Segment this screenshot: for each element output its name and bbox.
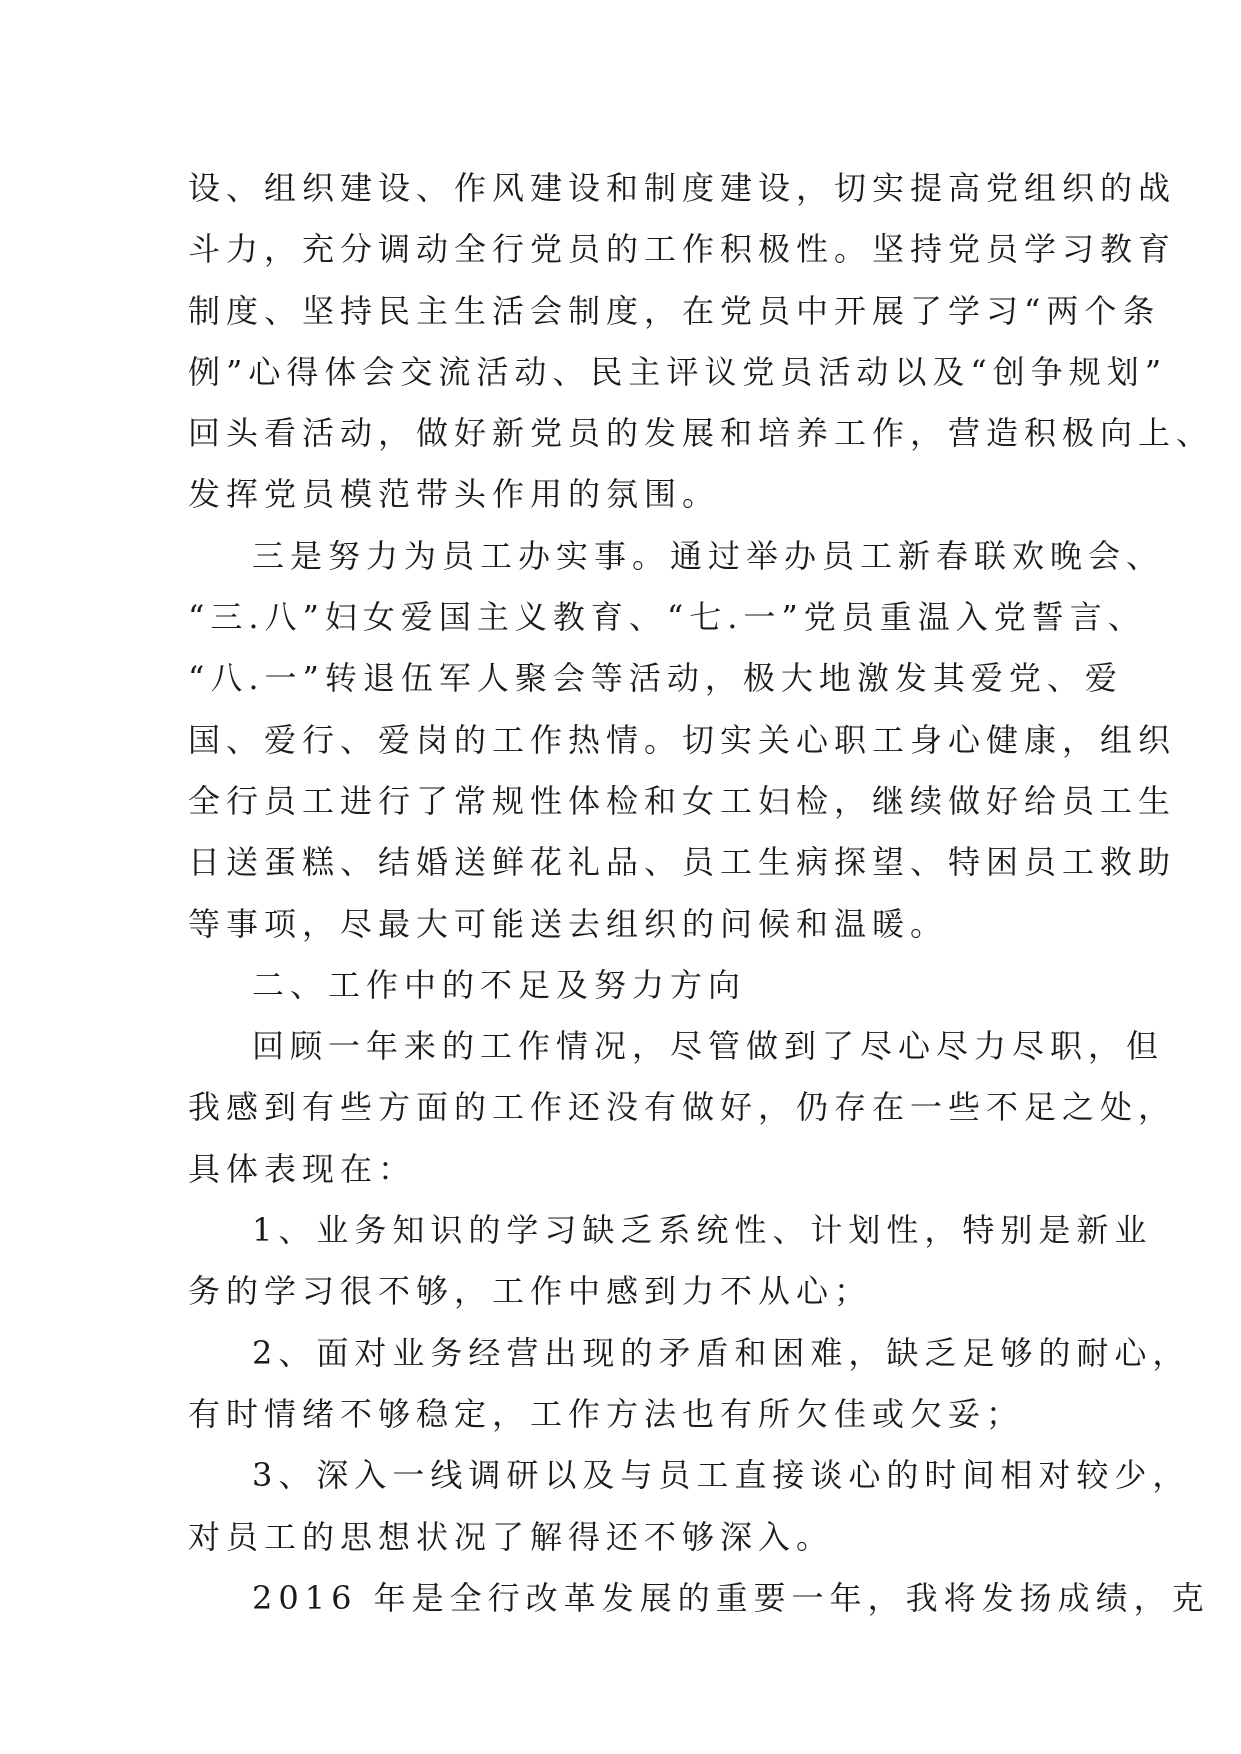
text-line: “三.八”妇女爱国主义教育、“七.一”党员重温入党誓言、: [188, 598, 1146, 637]
text-line: 斗力，充分调动全行党员的工作积极性。坚持党员学习教育: [188, 230, 1177, 269]
body-text: [188, 158, 1215, 1629]
list-item-start-line: 1、业务知识的学习缺乏系统性、计划性，特别是新业: [252, 1211, 1153, 1250]
text-line: 制度、坚持民主生活会制度，在党员中开展了学习“两个条: [188, 291, 1161, 330]
text-line: 我感到有些方面的工作还没有做好，仍存在一些不足之处，: [188, 1088, 1177, 1127]
paragraph-start-line: 2016 年是全行改革发展的重要一年，我将发扬成绩，克: [252, 1578, 1210, 1617]
text-line: 设、组织建设、作风建设和制度建设，切实提高党组织的战: [188, 169, 1177, 207]
paragraph-start-line: 回顾一年来的工作情况，尽管做到了尽心尽力尽职，但: [252, 1027, 1165, 1066]
text-line: 务的学习很不够，工作中感到力不从心；: [188, 1272, 873, 1311]
text-line: 日送蛋糕、结婚送鲜花礼品、员工生病探望、特困员工救助: [188, 843, 1177, 882]
list-item-start-line: 2、面对业务经营出现的矛盾和困难，缺乏足够的耐心，: [252, 1333, 1191, 1372]
text-line: 国、爱行、爱岗的工作热情。切实关心职工身心健康，组织: [188, 720, 1177, 759]
section-heading: 二、工作中的不足及努力方向: [252, 965, 747, 1004]
text-line: 具体表现在：: [188, 1149, 417, 1188]
text-line: 全行员工进行了常规性体检和女工妇检，继续做好给员工生: [188, 781, 1177, 820]
text-line: 等事项，尽最大可能送去组织的问候和温暖。: [188, 904, 949, 943]
text-line: 有时情绪不够稳定，工作方法也有所欠佳或欠妥；: [188, 1394, 1025, 1433]
text-line: 发挥党员模范带头作用的氛围。: [188, 475, 721, 514]
text-line: “八.一”转退伍军人聚会等活动，极大地激发其爱党、爱: [188, 659, 1123, 698]
paragraph-start-line: 三是努力为员工办实事。通过举办员工新春联欢晚会、: [252, 536, 1165, 575]
text-line: 回头看活动，做好新党员的发展和培养工作，营造积极向上、: [188, 414, 1215, 453]
list-item-start-line: 3、深入一线调研以及与员工直接谈心的时间相对较少，: [252, 1456, 1191, 1495]
text-line: 例”心得体会交流活动、民主评议党员活动以及“创争规划”: [188, 352, 1168, 391]
text-line: 对员工的思想状况了解得还不够深入。: [188, 1517, 835, 1556]
